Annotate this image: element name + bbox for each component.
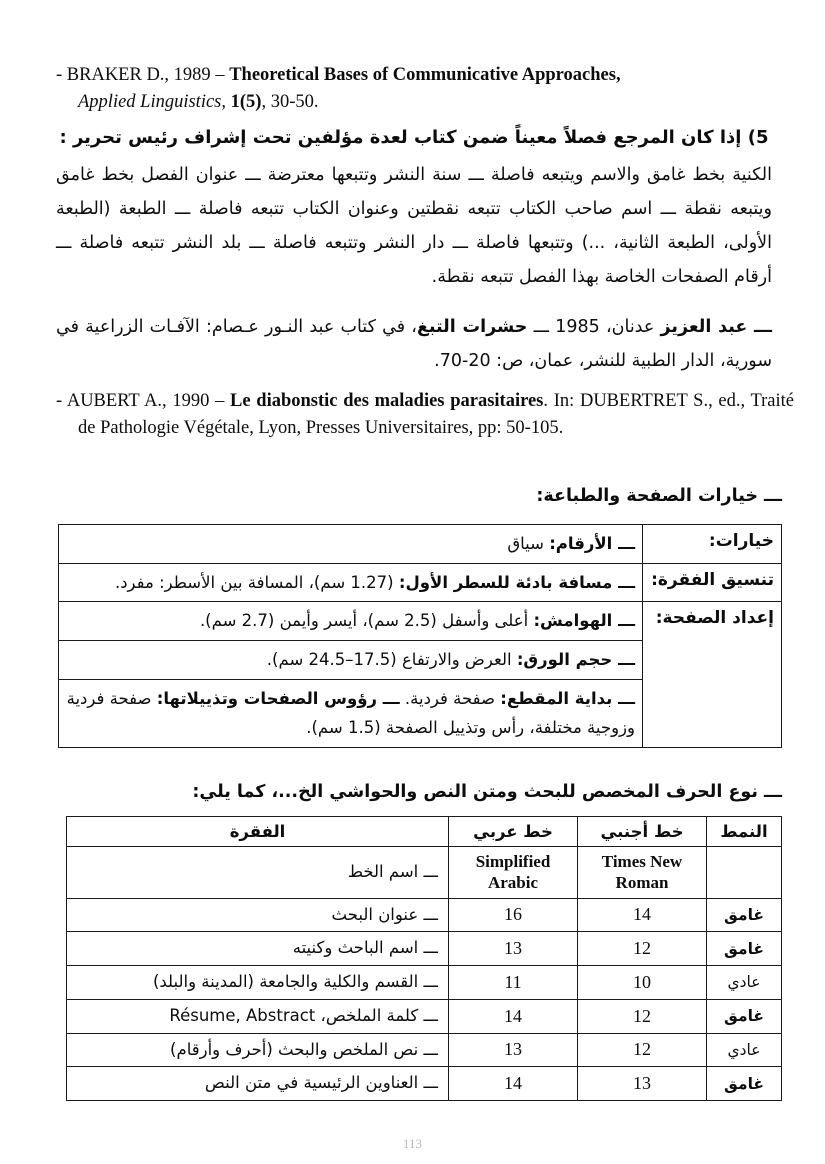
cell-paragraph: ـــ كلمة الملخص، Résume, Abstract (67, 999, 449, 1033)
cell-arabic-font: 14 (449, 1067, 578, 1101)
footer-page-number: 113 (402, 1136, 423, 1151)
column-header-latin-font: خط أجنبي (578, 817, 707, 847)
table-row (59, 563, 782, 602)
row-value (59, 563, 643, 602)
cell-latin-font: 14 (578, 898, 707, 932)
cell-latin-font: 12 (578, 1033, 707, 1067)
column-header-paragraph: الفقرة (67, 817, 449, 847)
rule-5-heading: 5) إذا كان المرجع فصلاً معيناً ضمن كتاب لعدة مؤلفين تحت إشراف رئيس تحرير : (59, 127, 769, 148)
cell-paragraph: ـــ القسم والكلية والجامعة (المدينة والبلد) (67, 966, 449, 1000)
reference-pages: , 30-50. (261, 91, 319, 112)
arabic-example-reference (56, 310, 772, 378)
cell-latin-font: 10 (578, 966, 707, 1000)
value-text-part: العرض والارتفاع (17.5–24.5 سم). (266, 650, 517, 670)
row-value (59, 679, 643, 747)
font-types-table (66, 816, 782, 1101)
value-bold-part: ـــ بداية المقطع: (500, 688, 635, 708)
cell-arabic-font: 13 (449, 932, 578, 966)
cell-latin-font: 13 (578, 1067, 707, 1101)
cell-style: غامق (707, 1067, 782, 1101)
reference-volume-issue: 1(5) (230, 91, 262, 112)
cell-arabic-font: 14 (449, 999, 578, 1033)
cell-style (707, 847, 782, 899)
row-value (59, 641, 643, 680)
value-text-part: صفحة فردية. (399, 688, 501, 708)
table-row (59, 525, 782, 564)
example-author: ـــ عبد العزيز (660, 317, 772, 337)
row-value (59, 525, 643, 564)
value-text-part: سياق (507, 534, 550, 553)
table-row (59, 602, 782, 641)
cell-arabic-font: Simplified Arabic (449, 847, 578, 899)
row-value (59, 602, 643, 641)
cell-style: عادي (707, 966, 782, 1000)
reference-prefix: - AUBERT A., 1990 – (56, 391, 231, 411)
cell-latin-font: 12 (578, 999, 707, 1033)
rule-5-description: الكنية بخط غامق والاسم ويتبعه فاصلة ـــ سنة النشر وتتبعها معترضة ـــ عنوان الفصل بخط غامق ويتبعه نقطة ـــ اسم صاحب الكتاب تتبعه نقطتين وعنوان الكتاب تتبعه فاصلة ـــ الطبعة (الطبعة الأولى، الطبعة الثانية، ...) وتتبعها فاصلة ـــ دار النشر وتتبعه فاصلة ـــ بلد النشر تتبعه فاصلة ـــ أرقام الصفحات الخاصة بهذا الفصل تتبعه نقطة. (56, 165, 772, 288)
table-row (67, 1067, 782, 1101)
example-rest: ، في كتاب عبد النـور عـصام: الآفـات الزراعية في سورية، الدار الطبية للنشر، عمان، ص: 20-70. (56, 317, 772, 372)
example-work-title: حشرات التبغ (416, 317, 528, 337)
font-types-table-head (67, 817, 782, 847)
example-author-rest: عدنان، 1985 ـــ (527, 317, 661, 337)
row-label: خيارات: (643, 525, 782, 564)
table-header-row (67, 817, 782, 847)
table-row (67, 1033, 782, 1067)
value-bold-part: ـــ حجم الورق: (516, 650, 635, 670)
table-row (67, 932, 782, 966)
table-row (67, 966, 782, 1000)
cell-paragraph: ـــ اسم الخط (67, 847, 449, 899)
reference-entry-aubert (56, 388, 794, 442)
column-header-arabic-font: خط عربي (449, 817, 578, 847)
cell-style: غامق (707, 999, 782, 1033)
table-row (67, 847, 782, 899)
reference-journal: Applied Linguistics (78, 91, 222, 112)
reference-comma: , (221, 91, 231, 112)
reference-entry-braker (56, 62, 794, 116)
value-text-part-2: صفحة فردية وزوجية مختلفة، رأس وتذييل الصفحة (1.5 سم). (66, 688, 635, 738)
row-label: إعداد الصفحة: (643, 602, 782, 748)
value-bold-part-2: ـــ رؤوس الصفحات وتذييلاتها: (156, 688, 400, 708)
font-types-table-body (67, 847, 782, 1101)
reference-prefix: - BRAKER D., 1989 – (56, 65, 230, 85)
cell-arabic-font: 11 (449, 966, 578, 1000)
section-heading-font-types: ـــ نوع الحرف المخصص للبحث ومتن النص والحواشي الخ...، كما يلي: (192, 782, 782, 802)
value-bold-part: ـــ الهوامش: (533, 611, 635, 631)
value-bold-part: ـــ مسافة بادئة للسطر الأول: (398, 572, 635, 592)
reference-title: Le diabonstic des maladies parasitaires (230, 391, 544, 411)
cell-paragraph: ـــ العناوين الرئيسية في متن النص (67, 1067, 449, 1101)
cell-latin-font: 12 (578, 932, 707, 966)
cell-paragraph: ـــ عنوان البحث (67, 898, 449, 932)
cell-style: عادي (707, 1033, 782, 1067)
cell-paragraph: ـــ اسم الباحث وكنيته (67, 932, 449, 966)
value-text-part: أعلى وأسفل (2.5 سم)، أيسر وأيمن (2.7 سم). (199, 611, 534, 631)
page-options-table-body (59, 525, 782, 748)
cell-style: غامق (707, 932, 782, 966)
reference-title: Theoretical Bases of Communicative Approaches, (229, 65, 621, 85)
reference-rest: . In: DUBERTRET S., ed., Traité de Pathologie Végétale, Lyon, Presses Universitaires, pp: 50-105. (78, 391, 794, 438)
table-row (67, 999, 782, 1033)
column-header-style: النمط (707, 817, 782, 847)
value-bold-part: ـــ الأرقام: (549, 534, 635, 553)
cell-paragraph: ـــ نص الملخص والبحث (أحرف وأرقام) (67, 1033, 449, 1067)
page-options-table (58, 524, 782, 748)
cell-latin-font: Times New Roman (578, 847, 707, 899)
row-label: تنسيق الفقرة: (643, 563, 782, 602)
section-heading-page-options: ـــ خيارات الصفحة والطباعة: (536, 486, 782, 506)
table-row (67, 898, 782, 932)
cell-style: غامق (707, 898, 782, 932)
cell-arabic-font: 16 (449, 898, 578, 932)
cell-arabic-font: 13 (449, 1033, 578, 1067)
value-text-part: (1.27 سم)، المسافة بين الأسطر: مفرد. (114, 572, 399, 592)
